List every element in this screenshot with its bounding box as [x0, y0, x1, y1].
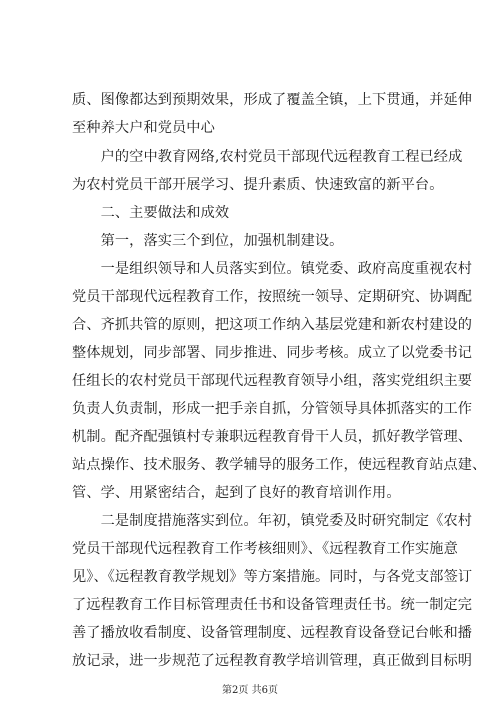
body-line: 质、图像都达到预期效果，形成了覆盖全镇，上下贯通，并延伸 [72, 92, 473, 108]
body-line: 户的空中教育网络,农村党员干部现代远程教育工程已经成 [72, 149, 463, 165]
body-line: 见》、《远程教育教学规划》等方案措施。同时，与各党支部签订 [72, 569, 473, 585]
body-line: 党员干部现代远程教育工作考核细则》、《远程教育工作实施意 [72, 541, 458, 557]
page-number-footer: 第2页 共6页 [222, 685, 278, 696]
body-line: 机制。配齐配强镇村专兼职远程教育骨干人员，抓好教学管理、 [72, 429, 473, 445]
body-line: 负责人负责制，形成一把手亲自抓，分管领导具体抓落实的工作 [72, 401, 473, 417]
body-line: 至种养大户和党员中心 [72, 120, 215, 136]
body-line: 放记录，进一步规范了远程教育教学培训管理，真正做到目标明 [72, 653, 473, 669]
body-line: 一是组织领导和人员落实到位。镇党委、政府高度重视农村 [72, 261, 473, 277]
body-line: 整体规划，同步部署、同步推进、同步考核。成立了以党委书记 [72, 345, 473, 361]
body-line: 了远程教育工作目标管理责任书和设备管理责任书。统一制定完 [72, 597, 473, 613]
body-line: 任组长的农村党员干部现代远程教育领导小组，落实党组织主要 [72, 373, 473, 389]
subsection-heading: 第一，落实三个到位，加强机制建设。 [72, 233, 344, 249]
body-line: 管、学、用紧密结合，起到了良好的教育培训作用。 [72, 485, 401, 501]
section-heading: 二、主要做法和成效 [72, 205, 230, 221]
body-line: 二是制度措施落实到位。年初，镇党委及时研究制定《农村 [72, 513, 473, 529]
body-line: 善了播放收看制度、设备管理制度、远程教育设备登记台帐和播 [72, 625, 473, 641]
body-line: 为农村党员干部开展学习、提升素质、快速致富的新平台。 [72, 177, 444, 193]
body-line: 合、齐抓共管的原则，把这项工作纳入基层党建和新农村建设的 [72, 317, 473, 333]
body-line: 站点操作、技术服务、教学辅导的服务工作，使远程教育站点建、 [72, 457, 487, 473]
body-line: 党员干部现代远程教育工作，按照统一领导、定期研究、协调配 [72, 289, 473, 305]
